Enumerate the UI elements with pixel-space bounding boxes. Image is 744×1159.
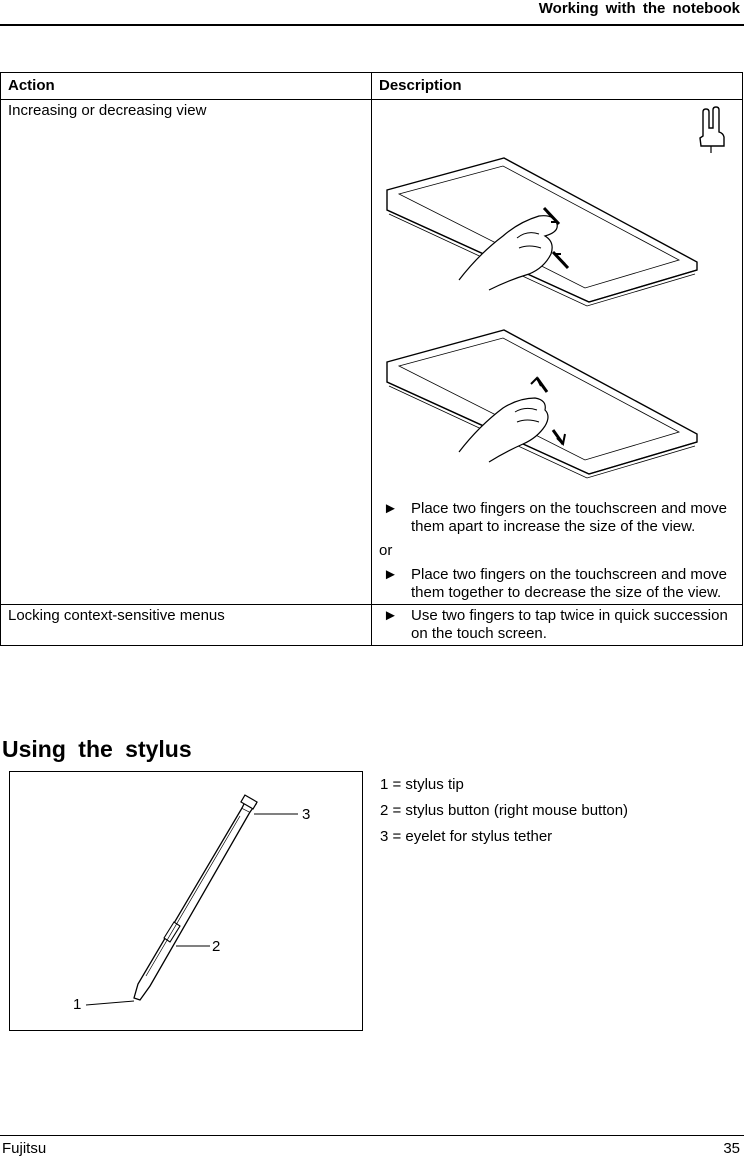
stylus-illustration — [9, 771, 363, 1031]
step-text: Place two fingers on the touchscreen and move them apart to increase the size of the view. — [411, 500, 728, 535]
table-row — [1, 605, 743, 646]
gesture-step — [379, 500, 735, 536]
footer-rule — [0, 1135, 744, 1136]
actions-table — [0, 72, 743, 646]
step-text: Place two fingers on the touchscreen and move them together to decrease the size of the view. — [411, 566, 728, 601]
table-row — [1, 100, 743, 605]
legend-item: 3 = eyelet for stylus tether — [380, 828, 553, 845]
column-header-description: Description — [372, 73, 743, 100]
gesture-illustrations — [379, 102, 735, 494]
description-cell — [372, 605, 743, 646]
bullet-arrow-icon: ► — [383, 607, 398, 624]
callout-3: 3 — [302, 806, 311, 823]
page-number: 35 — [723, 1140, 740, 1157]
gesture-step — [379, 566, 735, 602]
stylus-legend — [380, 776, 628, 854]
step-text: Use two fingers to tap twice in quick succession on the touch screen. — [411, 607, 728, 642]
bullet-arrow-icon: ► — [383, 500, 398, 517]
section-title: Using the stylus — [2, 736, 192, 762]
bullet-arrow-icon: ► — [383, 566, 398, 583]
action-cell: Increasing or decreasing view — [1, 100, 372, 605]
or-separator: or — [379, 542, 393, 559]
gesture-step — [379, 607, 735, 643]
legend-item: 2 = stylus button (right mouse button) — [380, 802, 629, 819]
callout-1: 1 — [73, 996, 82, 1013]
page-header-title: Working with the notebook — [538, 0, 740, 17]
description-cell — [372, 100, 743, 605]
header-rule — [0, 24, 744, 26]
action-cell: Locking context-sensitive menus — [1, 605, 372, 646]
legend-item: 1 = stylus tip — [380, 776, 464, 793]
table-header-row — [1, 73, 743, 100]
callout-2: 2 — [212, 938, 221, 955]
footer-brand: Fujitsu — [2, 1140, 47, 1157]
notebook-pinch-fingers-image — [379, 322, 709, 482]
column-header-action: Action — [1, 73, 372, 100]
two-finger-touch-icon — [697, 106, 727, 154]
notebook-spread-fingers-image — [379, 150, 709, 310]
